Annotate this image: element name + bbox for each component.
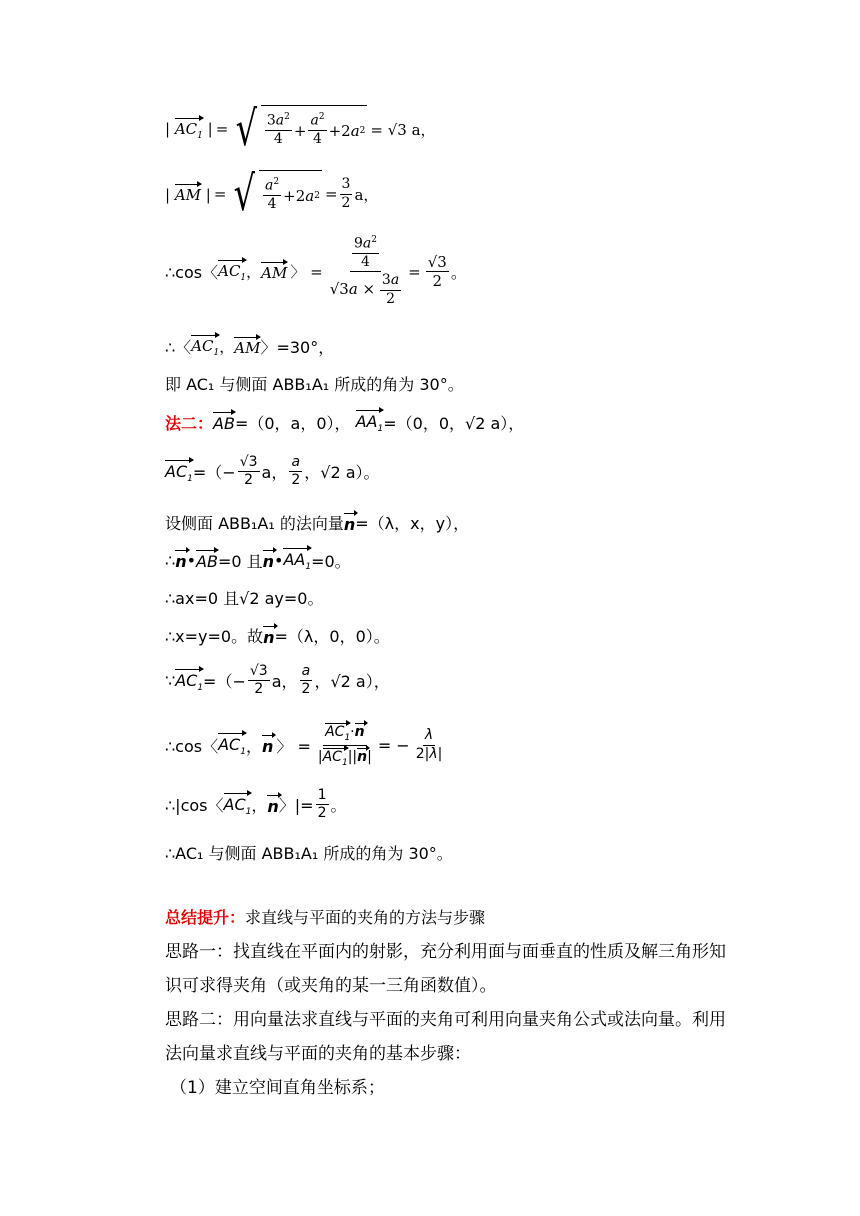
equation-xy: ∴x=y=0。故 n =（λ，0，0）。 bbox=[165, 624, 390, 647]
statement-angle: 即 AC₁ 与侧面 ABB₁A₁ 所成的角为 30°。 bbox=[165, 375, 464, 394]
dot-product-conditions: ∴ n • AB =0 且 n • $AA_1$ =0。 bbox=[165, 550, 351, 573]
formula-ac1-magnitude: | $AC_1$ | = √ $\frac{3a^2}{4}$ + $\frac{a^2}{4}$ +2 a 2 = √3 a， bbox=[165, 101, 436, 157]
ac1-coordinates: $AC_1$ =（− $\frac{√3}{2}$ a， $\frac{a}{2}$ ，√2 a）。 bbox=[165, 454, 380, 489]
step-one: （1）建立空间直角坐标系； bbox=[170, 1078, 385, 1098]
idea-one-paragraph: 思路一：找直线在平面内的射影，充分利用面与面垂直的性质及解三角形知识可求得夹角（或夹角的某一三角函数值）。 bbox=[165, 942, 726, 996]
normal-vector-def: 设侧面 ABB₁A₁ 的法向量 n =（λ，x，y）， bbox=[165, 511, 469, 534]
formula-cos-ac1-am: ∴cos〈 $AC_1$ ， AM 〉 = $\frac{9a^2}{4}$ √3a × $\frac{3a}{2}$ = $\frac{√3}{2}$ 。 bbox=[165, 235, 467, 307]
formula-am-magnitude: | AM | = √ $\frac{a^2}{4}$ +2 a 2 = $\frac{3}{2}$ a， bbox=[165, 166, 379, 222]
formula-angle-30: ∴〈 $AC_1$ ， AM 〉=30°， bbox=[165, 337, 335, 358]
conclusion-angle: ∴AC₁ 与侧面 ABB₁A₁ 所成的角为 30°。 bbox=[165, 844, 453, 863]
method2-label: 法二： bbox=[165, 413, 214, 433]
method2-vectors: 法二： AB =（0，a，0）， $AA_1$ =（0，0，√2 a）， bbox=[165, 412, 525, 435]
idea-two-paragraph: 思路二：用向量法求直线与平面的夹角可利用向量夹角公式或法向量。利用法向量求直线与平面的夹角的基本步骤： bbox=[165, 1010, 726, 1064]
summary-heading: 总结提升： 求直线与平面的夹角的方法与步骤 bbox=[165, 908, 486, 927]
equation-ax: ∴ax=0 且√2 ay=0。 bbox=[165, 589, 324, 608]
formula-abs-cos: ∴|cos〈 $AC_1$ ， n 〉|= $\frac{1}{2}$ 。 bbox=[165, 787, 347, 822]
since-ac1: ∵ $AC_1$ =（− $\frac{√3}{2}$ a， $\frac{a}{2}$ ，√2 a）， bbox=[165, 663, 390, 698]
formula-cos-ac1-n: ∴cos〈 $AC_1$ ， n 〉 = $\frac{AC_1\cdot n}{|AC_1||n|}$ = − $\frac{\lambda}{2|\lambda|}$ bbox=[165, 724, 443, 768]
